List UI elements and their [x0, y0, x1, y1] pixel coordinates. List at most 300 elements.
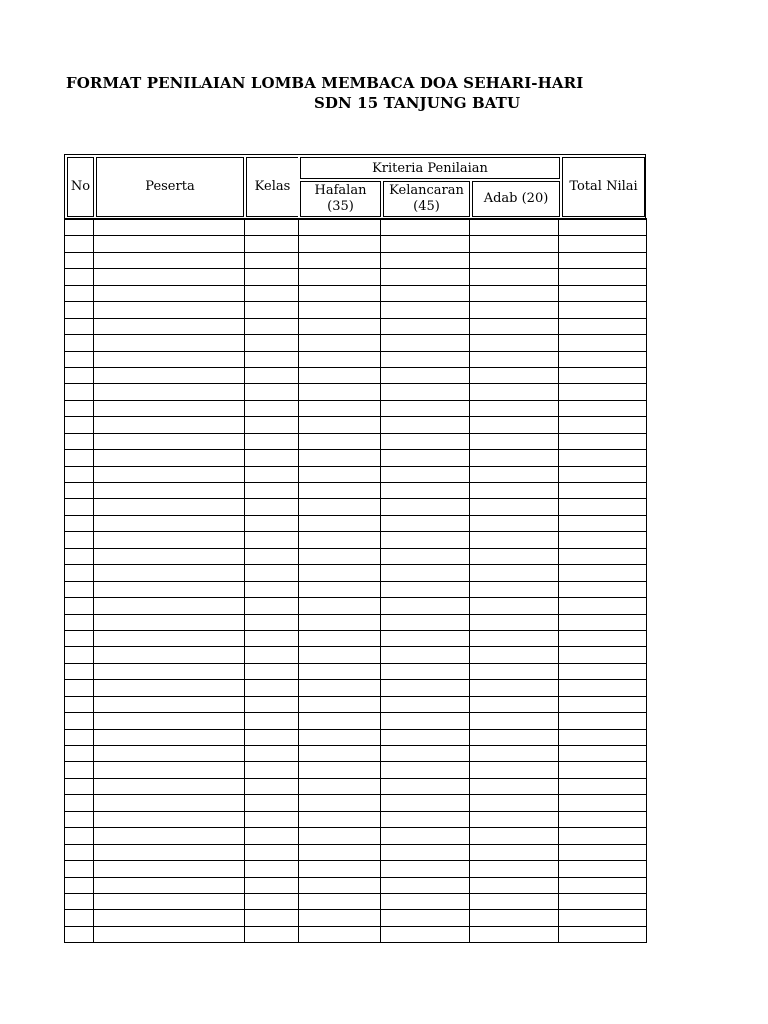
- cell-total-nilai: [559, 548, 647, 564]
- cell-kelas: [245, 778, 299, 794]
- cell-adab: [470, 746, 559, 762]
- cell-kelas: [245, 269, 299, 285]
- cell-no: [65, 515, 94, 531]
- header-hafalan: Hafalan (35): [300, 181, 381, 217]
- cell-total-nilai: [559, 680, 647, 696]
- cell-no: [65, 828, 94, 844]
- cell-kelas: [245, 548, 299, 564]
- cell-kelancaran: [381, 713, 470, 729]
- cell-peserta: [94, 219, 245, 236]
- cell-adab: [470, 318, 559, 334]
- table-header: [64, 154, 646, 218]
- cell-kelas: [245, 302, 299, 318]
- cell-kelas: [245, 219, 299, 236]
- document-title: FORMAT PENILAIAN LOMBA MEMBACA DOA SEHARI-HARI: [66, 74, 584, 92]
- cell-kelancaran: [381, 828, 470, 844]
- cell-peserta: [94, 450, 245, 466]
- score-grid: [64, 218, 647, 943]
- table-row: [65, 844, 647, 860]
- cell-total-nilai: [559, 893, 647, 909]
- cell-peserta: [94, 663, 245, 679]
- table-row: [65, 285, 647, 301]
- cell-hafalan: [299, 433, 381, 449]
- table-row: [65, 877, 647, 893]
- cell-adab: [470, 515, 559, 531]
- cell-peserta: [94, 252, 245, 268]
- table-row: [65, 433, 647, 449]
- cell-adab: [470, 548, 559, 564]
- table-row: [65, 318, 647, 334]
- cell-adab: [470, 696, 559, 712]
- cell-no: [65, 844, 94, 860]
- cell-kelancaran: [381, 778, 470, 794]
- cell-total-nilai: [559, 450, 647, 466]
- cell-no: [65, 269, 94, 285]
- cell-total-nilai: [559, 400, 647, 416]
- table-row: [65, 351, 647, 367]
- cell-kelas: [245, 581, 299, 597]
- cell-peserta: [94, 302, 245, 318]
- cell-peserta: [94, 910, 245, 926]
- cell-hafalan: [299, 269, 381, 285]
- cell-kelas: [245, 828, 299, 844]
- header-kelas: Kelas: [246, 157, 298, 217]
- cell-total-nilai: [559, 696, 647, 712]
- table-row: [65, 450, 647, 466]
- cell-total-nilai: [559, 910, 647, 926]
- cell-peserta: [94, 351, 245, 367]
- cell-adab: [470, 877, 559, 893]
- table-row: [65, 581, 647, 597]
- cell-total-nilai: [559, 302, 647, 318]
- header-criteria-group: [300, 157, 560, 217]
- table-row: [65, 466, 647, 482]
- cell-peserta: [94, 466, 245, 482]
- cell-no: [65, 466, 94, 482]
- cell-total-nilai: [559, 384, 647, 400]
- cell-hafalan: [299, 532, 381, 548]
- cell-no: [65, 450, 94, 466]
- table-row: [65, 746, 647, 762]
- cell-hafalan: [299, 483, 381, 499]
- cell-total-nilai: [559, 285, 647, 301]
- cell-peserta: [94, 614, 245, 630]
- cell-kelas: [245, 285, 299, 301]
- cell-total-nilai: [559, 515, 647, 531]
- cell-kelancaran: [381, 762, 470, 778]
- cell-kelas: [245, 877, 299, 893]
- table-row: [65, 778, 647, 794]
- cell-kelancaran: [381, 450, 470, 466]
- cell-kelas: [245, 335, 299, 351]
- cell-total-nilai: [559, 778, 647, 794]
- header-peserta: Peserta: [96, 157, 244, 217]
- cell-adab: [470, 400, 559, 416]
- cell-hafalan: [299, 384, 381, 400]
- cell-peserta: [94, 598, 245, 614]
- cell-adab: [470, 778, 559, 794]
- cell-no: [65, 433, 94, 449]
- cell-adab: [470, 630, 559, 646]
- cell-no: [65, 499, 94, 515]
- cell-peserta: [94, 565, 245, 581]
- cell-kelas: [245, 351, 299, 367]
- cell-kelancaran: [381, 285, 470, 301]
- cell-peserta: [94, 861, 245, 877]
- cell-peserta: [94, 285, 245, 301]
- cell-hafalan: [299, 614, 381, 630]
- cell-kelas: [245, 910, 299, 926]
- cell-peserta: [94, 795, 245, 811]
- cell-total-nilai: [559, 351, 647, 367]
- cell-kelancaran: [381, 581, 470, 597]
- cell-adab: [470, 285, 559, 301]
- cell-kelancaran: [381, 532, 470, 548]
- cell-adab: [470, 351, 559, 367]
- table-row: [65, 762, 647, 778]
- cell-total-nilai: [559, 828, 647, 844]
- table-row: [65, 630, 647, 646]
- cell-no: [65, 252, 94, 268]
- table-row: [65, 367, 647, 383]
- cell-adab: [470, 828, 559, 844]
- table-row: [65, 663, 647, 679]
- cell-kelancaran: [381, 630, 470, 646]
- cell-kelancaran: [381, 318, 470, 334]
- cell-peserta: [94, 713, 245, 729]
- cell-adab: [470, 532, 559, 548]
- cell-no: [65, 581, 94, 597]
- cell-hafalan: [299, 778, 381, 794]
- cell-total-nilai: [559, 565, 647, 581]
- cell-kelas: [245, 236, 299, 252]
- cell-kelancaran: [381, 400, 470, 416]
- cell-hafalan: [299, 630, 381, 646]
- cell-kelas: [245, 433, 299, 449]
- cell-total-nilai: [559, 713, 647, 729]
- cell-kelancaran: [381, 483, 470, 499]
- cell-kelancaran: [381, 795, 470, 811]
- cell-kelas: [245, 565, 299, 581]
- cell-no: [65, 877, 94, 893]
- assessment-table: [64, 154, 646, 943]
- cell-total-nilai: [559, 729, 647, 745]
- cell-kelancaran: [381, 384, 470, 400]
- cell-hafalan: [299, 926, 381, 942]
- table-row: [65, 417, 647, 433]
- table-row: [65, 795, 647, 811]
- cell-total-nilai: [559, 762, 647, 778]
- cell-kelancaran: [381, 614, 470, 630]
- cell-kelas: [245, 499, 299, 515]
- cell-kelancaran: [381, 598, 470, 614]
- cell-hafalan: [299, 236, 381, 252]
- cell-no: [65, 630, 94, 646]
- cell-adab: [470, 252, 559, 268]
- cell-peserta: [94, 367, 245, 383]
- cell-hafalan: [299, 795, 381, 811]
- cell-no: [65, 367, 94, 383]
- cell-total-nilai: [559, 417, 647, 433]
- cell-hafalan: [299, 400, 381, 416]
- cell-adab: [470, 861, 559, 877]
- cell-total-nilai: [559, 318, 647, 334]
- cell-adab: [470, 926, 559, 942]
- cell-hafalan: [299, 713, 381, 729]
- cell-hafalan: [299, 548, 381, 564]
- cell-kelancaran: [381, 499, 470, 515]
- cell-peserta: [94, 269, 245, 285]
- cell-no: [65, 417, 94, 433]
- cell-no: [65, 696, 94, 712]
- cell-adab: [470, 729, 559, 745]
- cell-kelas: [245, 515, 299, 531]
- cell-adab: [470, 614, 559, 630]
- cell-peserta: [94, 499, 245, 515]
- cell-no: [65, 236, 94, 252]
- table-row: [65, 861, 647, 877]
- table-row: [65, 729, 647, 745]
- cell-no: [65, 663, 94, 679]
- cell-kelas: [245, 400, 299, 416]
- cell-total-nilai: [559, 335, 647, 351]
- cell-peserta: [94, 926, 245, 942]
- cell-adab: [470, 663, 559, 679]
- cell-no: [65, 598, 94, 614]
- cell-adab: [470, 893, 559, 909]
- cell-no: [65, 926, 94, 942]
- cell-adab: [470, 795, 559, 811]
- cell-kelancaran: [381, 351, 470, 367]
- cell-peserta: [94, 680, 245, 696]
- cell-hafalan: [299, 598, 381, 614]
- cell-hafalan: [299, 499, 381, 515]
- cell-no: [65, 483, 94, 499]
- table-row: [65, 236, 647, 252]
- cell-kelas: [245, 450, 299, 466]
- cell-kelancaran: [381, 910, 470, 926]
- table-row: [65, 828, 647, 844]
- table-row: [65, 680, 647, 696]
- header-total-nilai: Total Nilai: [562, 157, 645, 217]
- cell-no: [65, 614, 94, 630]
- cell-kelas: [245, 384, 299, 400]
- cell-kelancaran: [381, 811, 470, 827]
- cell-hafalan: [299, 663, 381, 679]
- table-row: [65, 614, 647, 630]
- table-row: [65, 384, 647, 400]
- cell-hafalan: [299, 417, 381, 433]
- table-row: [65, 532, 647, 548]
- cell-no: [65, 910, 94, 926]
- cell-total-nilai: [559, 877, 647, 893]
- cell-total-nilai: [559, 861, 647, 877]
- cell-peserta: [94, 811, 245, 827]
- cell-no: [65, 713, 94, 729]
- cell-no: [65, 351, 94, 367]
- table-row: [65, 893, 647, 909]
- cell-kelancaran: [381, 647, 470, 663]
- cell-no: [65, 318, 94, 334]
- cell-hafalan: [299, 302, 381, 318]
- cell-kelancaran: [381, 219, 470, 236]
- table-row: [65, 515, 647, 531]
- cell-peserta: [94, 581, 245, 597]
- cell-kelancaran: [381, 663, 470, 679]
- table-row: [65, 499, 647, 515]
- cell-total-nilai: [559, 598, 647, 614]
- cell-hafalan: [299, 318, 381, 334]
- cell-adab: [470, 433, 559, 449]
- cell-kelas: [245, 483, 299, 499]
- cell-peserta: [94, 548, 245, 564]
- cell-peserta: [94, 762, 245, 778]
- table-row: [65, 548, 647, 564]
- cell-adab: [470, 811, 559, 827]
- cell-total-nilai: [559, 252, 647, 268]
- table-row: [65, 565, 647, 581]
- cell-total-nilai: [559, 795, 647, 811]
- cell-hafalan: [299, 515, 381, 531]
- cell-peserta: [94, 532, 245, 548]
- header-kelancaran: Kelancaran (45): [383, 181, 470, 217]
- cell-kelancaran: [381, 696, 470, 712]
- cell-kelas: [245, 466, 299, 482]
- cell-hafalan: [299, 680, 381, 696]
- table-row: [65, 483, 647, 499]
- cell-kelas: [245, 614, 299, 630]
- cell-kelas: [245, 729, 299, 745]
- cell-hafalan: [299, 811, 381, 827]
- cell-hafalan: [299, 285, 381, 301]
- cell-peserta: [94, 433, 245, 449]
- cell-no: [65, 762, 94, 778]
- cell-adab: [470, 219, 559, 236]
- cell-no: [65, 893, 94, 909]
- cell-kelas: [245, 680, 299, 696]
- cell-kelancaran: [381, 515, 470, 531]
- cell-no: [65, 285, 94, 301]
- cell-adab: [470, 581, 559, 597]
- cell-no: [65, 400, 94, 416]
- table-row: [65, 696, 647, 712]
- cell-kelancaran: [381, 746, 470, 762]
- cell-hafalan: [299, 351, 381, 367]
- cell-total-nilai: [559, 844, 647, 860]
- cell-total-nilai: [559, 367, 647, 383]
- cell-peserta: [94, 335, 245, 351]
- cell-kelancaran: [381, 417, 470, 433]
- cell-hafalan: [299, 877, 381, 893]
- cell-adab: [470, 713, 559, 729]
- cell-hafalan: [299, 219, 381, 236]
- cell-total-nilai: [559, 630, 647, 646]
- cell-kelas: [245, 663, 299, 679]
- cell-total-nilai: [559, 663, 647, 679]
- cell-kelancaran: [381, 565, 470, 581]
- cell-kelancaran: [381, 926, 470, 942]
- cell-no: [65, 795, 94, 811]
- cell-adab: [470, 598, 559, 614]
- table-row: [65, 811, 647, 827]
- cell-peserta: [94, 318, 245, 334]
- cell-peserta: [94, 778, 245, 794]
- cell-total-nilai: [559, 466, 647, 482]
- cell-peserta: [94, 893, 245, 909]
- cell-kelancaran: [381, 302, 470, 318]
- score-grid-body: [65, 219, 647, 943]
- cell-no: [65, 680, 94, 696]
- cell-no: [65, 565, 94, 581]
- cell-hafalan: [299, 565, 381, 581]
- cell-kelas: [245, 861, 299, 877]
- cell-peserta: [94, 844, 245, 860]
- cell-total-nilai: [559, 614, 647, 630]
- cell-kelancaran: [381, 466, 470, 482]
- cell-peserta: [94, 828, 245, 844]
- cell-adab: [470, 450, 559, 466]
- cell-adab: [470, 910, 559, 926]
- cell-kelas: [245, 630, 299, 646]
- cell-hafalan: [299, 252, 381, 268]
- table-row: [65, 598, 647, 614]
- cell-peserta: [94, 236, 245, 252]
- cell-kelas: [245, 318, 299, 334]
- cell-total-nilai: [559, 647, 647, 663]
- cell-kelas: [245, 417, 299, 433]
- cell-kelancaran: [381, 433, 470, 449]
- cell-hafalan: [299, 828, 381, 844]
- cell-total-nilai: [559, 532, 647, 548]
- cell-no: [65, 335, 94, 351]
- table-row: [65, 926, 647, 942]
- cell-kelancaran: [381, 844, 470, 860]
- header-adab: Adab (20): [472, 181, 560, 217]
- cell-peserta: [94, 729, 245, 745]
- cell-peserta: [94, 877, 245, 893]
- header-kriteria: Kriteria Penilaian: [300, 157, 560, 179]
- cell-total-nilai: [559, 219, 647, 236]
- table-row: [65, 910, 647, 926]
- cell-hafalan: [299, 335, 381, 351]
- cell-adab: [470, 483, 559, 499]
- cell-adab: [470, 762, 559, 778]
- table-row: [65, 400, 647, 416]
- table-row: [65, 713, 647, 729]
- cell-total-nilai: [559, 926, 647, 942]
- cell-hafalan: [299, 910, 381, 926]
- cell-adab: [470, 335, 559, 351]
- cell-kelancaran: [381, 335, 470, 351]
- cell-peserta: [94, 400, 245, 416]
- cell-hafalan: [299, 367, 381, 383]
- cell-hafalan: [299, 746, 381, 762]
- cell-kelancaran: [381, 893, 470, 909]
- cell-no: [65, 746, 94, 762]
- cell-kelas: [245, 532, 299, 548]
- cell-no: [65, 384, 94, 400]
- cell-total-nilai: [559, 811, 647, 827]
- cell-total-nilai: [559, 499, 647, 515]
- cell-adab: [470, 384, 559, 400]
- cell-kelas: [245, 696, 299, 712]
- cell-adab: [470, 236, 559, 252]
- table-row: [65, 269, 647, 285]
- cell-hafalan: [299, 861, 381, 877]
- header-no: No: [67, 157, 94, 217]
- cell-kelancaran: [381, 269, 470, 285]
- cell-total-nilai: [559, 746, 647, 762]
